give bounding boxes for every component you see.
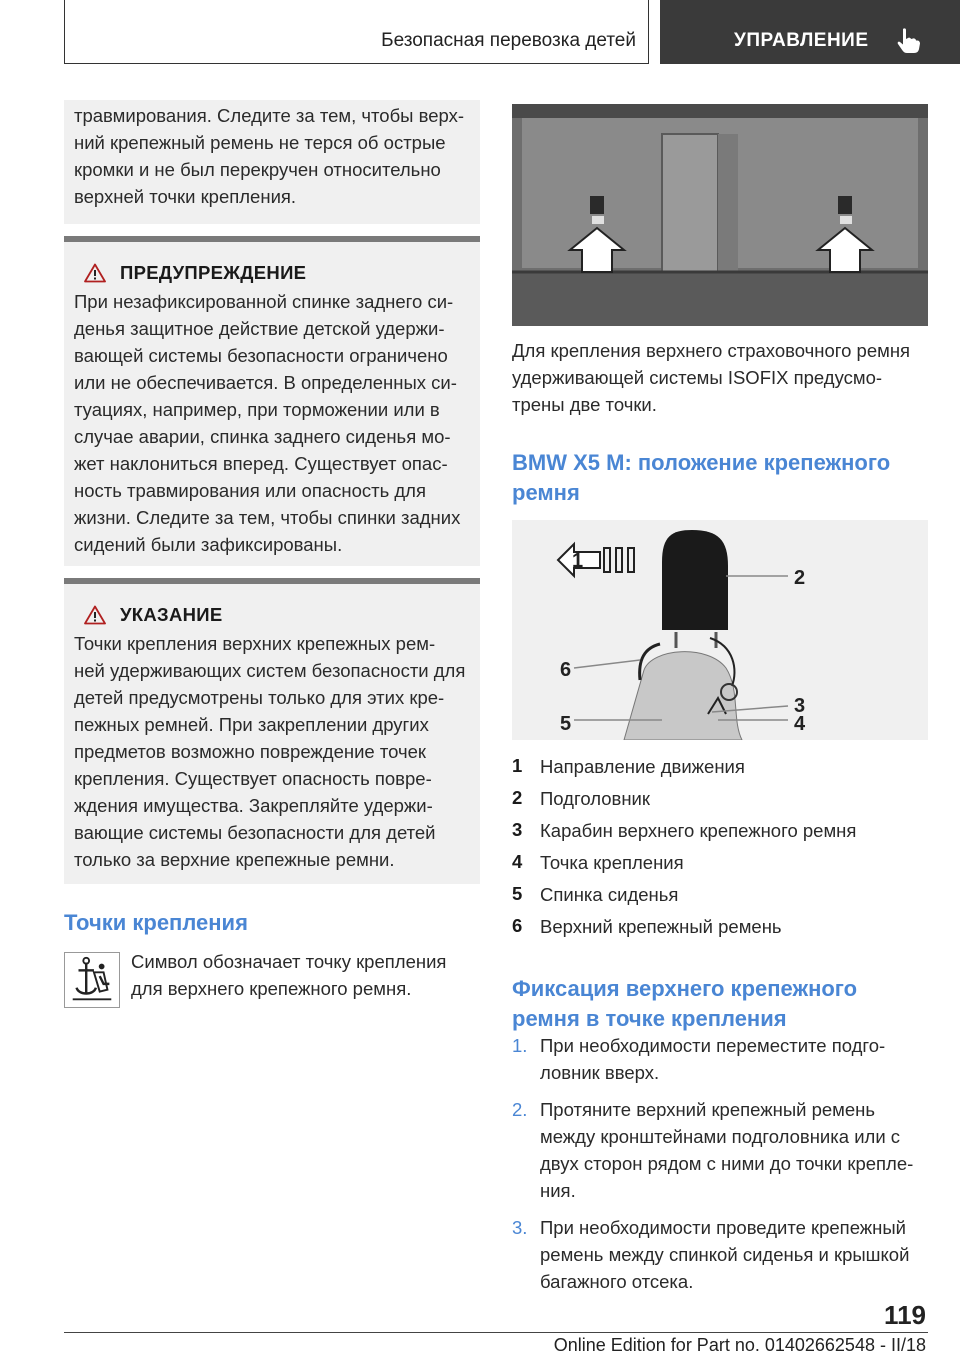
cargo-area-photo — [512, 104, 928, 326]
step-number: 1. — [512, 1035, 528, 1056]
caption-line: Для крепления верхнего страховочного ремня — [512, 340, 911, 361]
diagram-label-6: 6 — [560, 659, 572, 681]
step-line: между кронштейнами подголовника или с — [540, 1126, 901, 1147]
photo-caption — [512, 337, 932, 418]
caption-line: трены две точки. — [512, 394, 657, 415]
legend-number: 1 — [512, 755, 523, 776]
warning-line: жет наклониться вперед. Существует опас- — [74, 453, 448, 474]
section-title: УПРАВЛЕНИЕ — [734, 30, 869, 51]
step-number: 2. — [512, 1099, 528, 1120]
step-item — [512, 1032, 932, 1086]
warning-label: ПРЕДУПРЕЖДЕНИЕ — [120, 262, 307, 283]
notice-line: крепления. Существует опасность повре- — [74, 768, 432, 789]
warning-line: ность травмирования или опасность для — [74, 480, 426, 501]
warning-line: или не обеспечивается. В определенных си- — [74, 372, 457, 393]
notice-line: детей предусмотрены только для этих кре- — [74, 687, 445, 708]
legend-item — [512, 878, 932, 910]
legend-text: Направление движения — [540, 755, 745, 777]
legend-number: 3 — [512, 819, 523, 840]
legend-text: Подголовник — [540, 787, 650, 809]
warning-line: денья защитное действие детской удержи- — [74, 318, 445, 339]
step-line: ловник вверх. — [540, 1062, 660, 1083]
intro-text-box — [64, 100, 480, 224]
notice-line: пежных ремней. При закреплении других — [74, 714, 429, 735]
anchors-heading: Точки крепления — [64, 910, 248, 935]
pointing-hand-icon — [894, 26, 922, 54]
warning-box — [64, 242, 480, 566]
diagram-label-5: 5 — [560, 713, 572, 735]
warning-triangle-icon — [84, 605, 106, 625]
warning-title — [74, 262, 470, 284]
intro-line: ний крепежный ремень не терся об острые — [74, 132, 446, 153]
notice-line: ждения имущества. Закрепляйте удержи- — [74, 795, 433, 816]
diagram-label-4: 4 — [794, 713, 806, 735]
notice-line: ней удерживающих систем безопасности для — [74, 660, 466, 681]
notice-line: Точки крепления верхних крепежных рем- — [74, 633, 436, 654]
edition-info: Online Edition for Part no. 01402662548 - II/18 — [553, 1335, 926, 1355]
step-line: При необходимости проведите крепежный — [540, 1217, 907, 1238]
warning-triangle-icon — [84, 263, 106, 283]
step-line: багажного отсека. — [540, 1271, 694, 1292]
symbol-description — [131, 948, 481, 1002]
notice-line: предметов возможно повреждение точек — [74, 741, 427, 762]
warning-line: случае аварии, спинка заднего сиденья мо- — [74, 426, 451, 447]
header-section-box — [660, 0, 960, 64]
notice-line: вающие системы безопасности для детей — [74, 822, 436, 843]
step-item — [512, 1214, 932, 1295]
notice-title — [74, 604, 470, 626]
legend-text: Верхний крепежный ремень — [540, 915, 782, 937]
heading-line: Фиксация верхнего крепежного — [512, 976, 858, 1001]
x5m-heading — [512, 448, 932, 508]
step-line: ремень между спинкой сиденья и крышкой — [540, 1244, 910, 1265]
notice-line: только за верхние крепежные ремни. — [74, 849, 395, 870]
diagram-label-3: 3 — [794, 695, 806, 717]
heading-line: BMW X5 M: положение крепежного — [512, 450, 891, 475]
legend-item — [512, 750, 932, 782]
chapter-title: Безопасная перевозка детей — [381, 30, 636, 51]
intro-line: травмирования. Следите за тем, чтобы верх- — [74, 105, 465, 126]
heading-line: ремня — [512, 480, 580, 505]
diagram-label-1: 1 — [572, 550, 584, 572]
step-line: При необходимости переместите подго- — [540, 1035, 886, 1056]
caption-line: удерживающей системы ISOFIX предусмо- — [512, 367, 883, 388]
diagram-label-2: 2 — [794, 567, 806, 589]
warning-line: жизни. Следите за тем, чтобы спинки задних — [74, 507, 461, 528]
legend-item — [512, 782, 932, 814]
heading-line: ремня в точке крепления — [512, 1006, 787, 1031]
step-item — [512, 1096, 932, 1204]
intro-line: верхней точки крепления. — [74, 186, 297, 207]
legend-text: Карабин верхнего крепежного ремня — [540, 819, 857, 841]
child-seat-anchor-icon — [64, 952, 120, 1008]
header-title-box — [64, 0, 649, 64]
legend-text: Точка крепления — [540, 851, 684, 873]
legend-number: 6 — [512, 915, 523, 936]
step-line: Протяните верхний крепежный ремень — [540, 1099, 876, 1120]
notice-label: УКАЗАНИЕ — [120, 604, 223, 625]
symbol-line: Символ обозначает точку крепления — [131, 951, 447, 972]
legend-number: 4 — [512, 851, 523, 872]
warning-line: вающей системы безопасности ограничено — [74, 345, 448, 366]
intro-line: кромки и не был перекручен относительно — [74, 159, 441, 180]
legend-text: Спинка сиденья — [540, 883, 679, 905]
step-line: ния. — [540, 1180, 576, 1201]
legend-item — [512, 846, 932, 878]
diagram-legend — [512, 750, 932, 942]
notice-box — [64, 584, 480, 884]
legend-number: 5 — [512, 883, 523, 904]
tether-position-diagram — [512, 520, 928, 740]
step-line: двух сторон рядом с ними до точки крепле- — [540, 1153, 914, 1174]
legend-item — [512, 910, 932, 942]
legend-item — [512, 814, 932, 846]
fixation-heading — [512, 974, 932, 1034]
step-number: 3. — [512, 1217, 528, 1238]
warning-line: туациях, например, при торможении или в — [74, 399, 440, 420]
warning-line: При незафиксированной спинке заднего си- — [74, 291, 454, 312]
footer-divider — [64, 1332, 928, 1333]
symbol-line: для верхнего крепежного ремня. — [131, 978, 412, 999]
steps-list — [512, 1032, 932, 1305]
legend-number: 2 — [512, 787, 523, 808]
warning-line: сидений были зафиксированы. — [74, 534, 343, 555]
page-number: 119 — [884, 1300, 926, 1330]
